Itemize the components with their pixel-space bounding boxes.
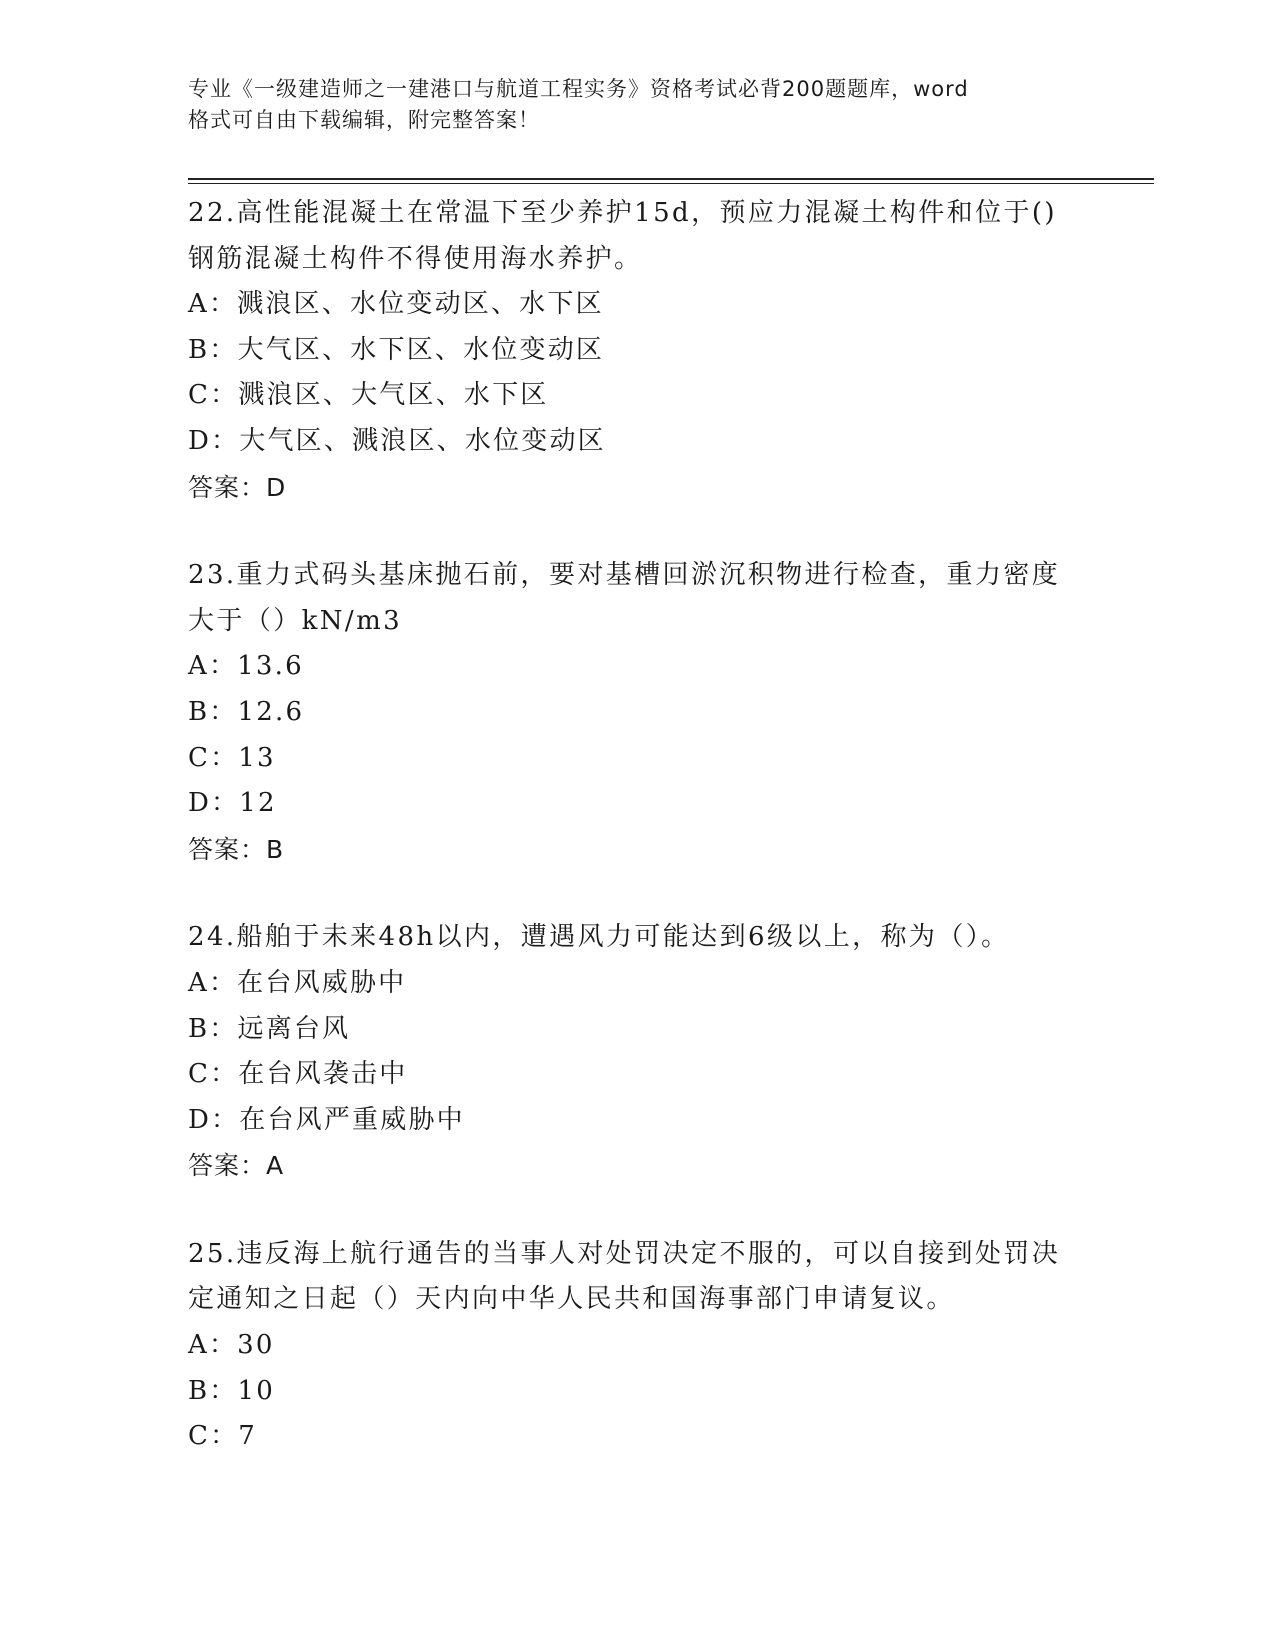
option-c: C：13 <box>188 742 276 773</box>
answer: 答案：B <box>188 834 285 864</box>
answer: 答案：D <box>188 472 287 502</box>
question-25 <box>188 1232 1088 1460</box>
question-text: 24.船舶于未来48h以内，遭遇风力可能达到6级以上，称为（）。 <box>188 922 1010 953</box>
header-divider-thick <box>188 178 1154 180</box>
document-header <box>188 74 1088 136</box>
option-b: B：12.6 <box>188 696 305 727</box>
header-divider-thin <box>188 183 1154 184</box>
question-23 <box>188 553 1088 872</box>
option-a: A：13.6 <box>188 651 304 682</box>
header-line-1: 专业《一级建造师之一建港口与航道工程实务》资格考试必背200题题库，word <box>188 77 969 101</box>
question-text: 23.重力式码头基床抛石前，要对基槽回淤沉积物进行检查，重力密度 <box>188 560 1061 591</box>
option-c: C：7 <box>188 1421 258 1452</box>
header-line-2: 格式可自由下载编辑，附完整答案！ <box>188 108 540 132</box>
option-b: B：10 <box>188 1375 275 1406</box>
question-text: 25.违反海上航行通告的当事人对处罚决定不服的，可以自接到处罚决 <box>188 1238 1061 1269</box>
option-a: A：溅浪区、水位变动区、水下区 <box>188 289 604 320</box>
option-c: C：在台风袭击中 <box>188 1059 408 1090</box>
question-text: 定通知之日起（）天内向中华人民共和国海事部门申请复议。 <box>188 1284 955 1315</box>
question-text: 大于（）kN/m3 <box>188 605 403 636</box>
answer: 答案：A <box>188 1151 285 1181</box>
option-b: B：远离台风 <box>188 1013 351 1044</box>
question-text: 钢筋混凝土构件不得使用海水养护。 <box>188 243 643 274</box>
question-text: 22.高性能混凝土在常温下至少养护15d，预应力混凝土构件和位于() <box>188 198 1057 228</box>
option-d: D：12 <box>188 788 277 819</box>
question-list <box>188 191 1088 1503</box>
option-d: D：大气区、溅浪区、水位变动区 <box>188 425 606 456</box>
question-22 <box>188 191 1088 510</box>
option-a: A：在台风威胁中 <box>188 967 407 998</box>
option-a: A：30 <box>188 1330 275 1361</box>
option-c: C：溅浪区、大气区、水下区 <box>188 380 549 411</box>
question-24 <box>188 915 1088 1189</box>
option-b: B：大气区、水下区、水位变动区 <box>188 334 605 365</box>
option-d: D：在台风严重威胁中 <box>188 1104 465 1135</box>
